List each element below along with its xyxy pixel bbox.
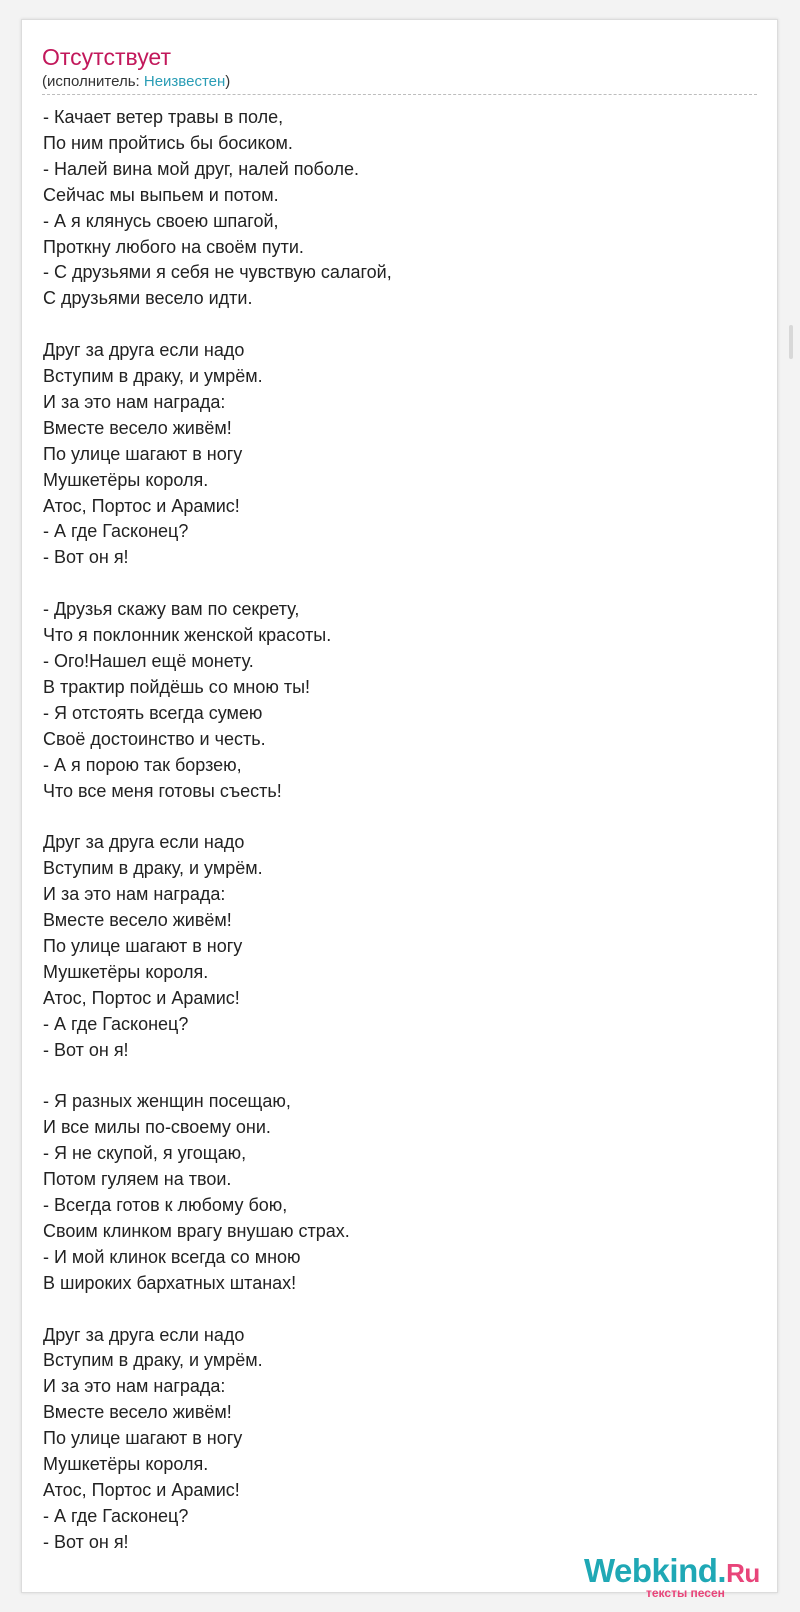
lyrics-line: - А я порою так борзею,	[43, 754, 242, 775]
lyrics-line: - Всегда готов к любому бою,	[43, 1195, 288, 1215]
song-title: Отсутствует	[42, 44, 171, 70]
lyrics-line: Вступим в драку, и умрём.	[43, 858, 263, 879]
lyrics-stanza	[43, 1089, 743, 1296]
logo-dot: .	[717, 1552, 727, 1589]
lyrics-line: В широких бархатных штанах!	[43, 1272, 297, 1293]
lyrics-line: Атос, Портос и Арамис!	[43, 495, 240, 516]
lyrics-line: Мушкетёры короля.	[43, 961, 209, 982]
logo-tld: Ru	[726, 1558, 760, 1588]
lyrics-line: Вступим в драку, и умрём.	[43, 1350, 263, 1371]
logo-name: Webkind	[584, 1552, 718, 1589]
lyrics-line: Сейчас мы выпьем и потом.	[43, 184, 279, 205]
lyrics-line: По улице шагают в ногу	[43, 443, 243, 464]
lyrics-line: Мушкетёры короля.	[43, 1454, 209, 1475]
lyrics-line: И все милы по-своему они.	[43, 1117, 271, 1138]
lyrics-line: С друзьями весело идти.	[43, 288, 253, 309]
lyrics-line: - А где Гасконец?	[43, 521, 189, 542]
site-logo[interactable]	[584, 1552, 774, 1600]
artist-prefix: (исполнитель:	[42, 73, 144, 90]
lyrics-line: И за это нам награда:	[43, 1376, 226, 1397]
lyrics-line: Атос, Портос и Арамис!	[43, 1479, 240, 1500]
lyrics-line: По ним пройтись бы босиком.	[43, 132, 293, 153]
lyrics-line: И за это нам награда:	[43, 391, 226, 412]
lyrics-line: - Я разных женщин посещаю,	[43, 1091, 291, 1112]
lyrics-line: - Я не скупой, я угощаю,	[43, 1143, 247, 1164]
lyrics-line: Атос, Портос и Арамис!	[43, 987, 240, 1008]
lyrics-line: Что я поклонник женской красоты.	[43, 625, 332, 646]
lyrics-line: Своим клинком врагу внушаю страх.	[43, 1220, 350, 1241]
lyrics-line: По улице шагают в ногу	[43, 1428, 243, 1449]
lyrics-line: Друг за друга если надо	[43, 832, 245, 853]
lyrics-line: И за это нам награда:	[43, 884, 226, 905]
lyrics-stanza	[43, 1323, 743, 1556]
lyrics-line: Друг за друга если надо	[43, 1324, 245, 1345]
lyrics-line: Мушкетёры короля.	[43, 469, 209, 490]
lyrics-line: - А где Гасконец?	[43, 1013, 189, 1034]
artist-line	[42, 73, 230, 91]
lyrics-line: - Качает ветер травы в поле,	[43, 107, 284, 127]
artist-suffix: )	[225, 73, 231, 90]
lyrics-line: Вместе весело живём!	[43, 1402, 232, 1423]
artist-link[interactable]: Неизвестен	[143, 73, 226, 90]
lyrics-line: - Друзья скажу вам по секрету,	[43, 599, 300, 620]
logo-tagline: тексты песен	[646, 1586, 725, 1600]
lyrics-line: В трактир пойдёшь со мною ты!	[43, 676, 311, 697]
lyrics-line: Своё достоинство и честь.	[43, 728, 266, 749]
lyrics-stanza	[43, 597, 743, 804]
lyrics-line: Проткну любого на своём пути.	[43, 236, 304, 257]
lyrics-line: - Вот он я!	[43, 547, 129, 568]
lyrics-line: - А где Гасконец?	[43, 1505, 189, 1526]
lyrics-card	[21, 19, 778, 1593]
lyrics-line: - А я клянусь своею шпагой,	[43, 210, 279, 231]
lyrics-line: - Я отстоять всегда сумею	[43, 702, 263, 723]
lyrics-line: Вместе весело живём!	[43, 417, 232, 438]
lyrics-line: - И мой клинок всегда со мною	[43, 1246, 301, 1267]
scrollbar-thumb[interactable]	[789, 325, 793, 359]
lyrics-body	[43, 105, 743, 1556]
lyrics-line: По улице шагают в ногу	[43, 935, 243, 956]
lyrics-stanza	[43, 338, 743, 571]
header-divider	[42, 94, 757, 95]
lyrics-line: Что все меня готовы съесть!	[43, 780, 282, 801]
lyrics-line: - Вот он я!	[43, 1531, 129, 1552]
lyrics-line: - Вот он я!	[43, 1039, 129, 1060]
lyrics-stanza	[43, 830, 743, 1063]
lyrics-line: - С друзьями я себя не чувствую салагой,	[43, 262, 392, 283]
lyrics-line: Друг за друга если надо	[43, 340, 245, 361]
lyrics-line: - Налей вина мой друг, налей поболе.	[43, 158, 359, 179]
lyrics-line: - Ого!Нашел ещё монету.	[43, 651, 254, 671]
lyrics-line: Потом гуляем на твои.	[43, 1169, 232, 1190]
lyrics-line: Вместе весело живём!	[43, 910, 232, 931]
lyrics-stanza	[43, 105, 743, 312]
lyrics-line: Вступим в драку, и умрём.	[43, 366, 263, 387]
